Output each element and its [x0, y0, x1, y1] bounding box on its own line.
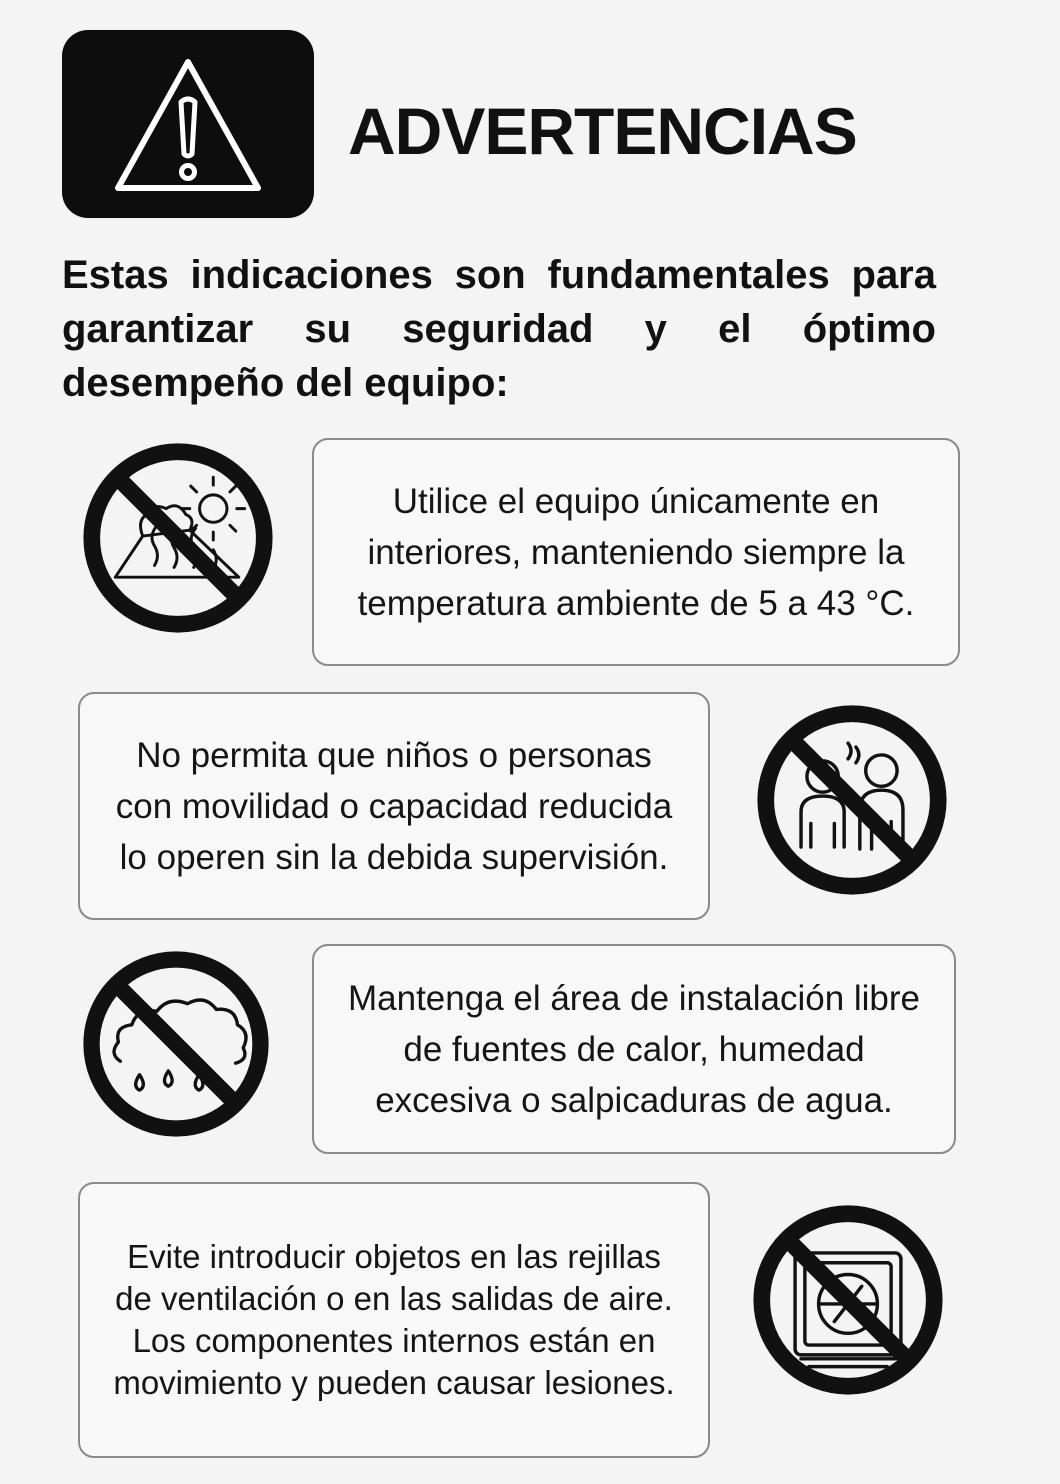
warning-card-2 [78, 692, 710, 920]
warning-icon [108, 50, 268, 200]
warning-icon-box [62, 30, 314, 218]
intro-text: Estas indicaciones son fundamentales para garantizar su seguridad y el óptimo desempeño del equipo: [62, 253, 936, 405]
warning-text-4: Evite introducir objetos en las rejillas de ventilación o en las salidas de aire. Los componentes internos están en movimiento y pueden causar lesiones. [113, 1238, 675, 1401]
page-title: ADVERTENCIAS [348, 94, 857, 168]
warning-text-3: Mantenga el área de instalación libre de fuentes de calor, humedad excesiva o salpicaduras de agua. [347, 978, 921, 1120]
warning-card-3 [312, 944, 956, 1154]
warning-text-2: No permita que niños o personas con movilidad o capacidad reducida lo operen sin la debida supervisión. [115, 735, 673, 877]
warning-card-4 [78, 1182, 710, 1458]
no-humidity-icon [80, 948, 272, 1140]
no-unsupervised-children-icon [754, 702, 950, 898]
no-objects-in-vents-icon [750, 1202, 946, 1398]
warning-text-1: Utilice el equipo únicamente en interiores, manteniendo siempre la temperatura ambiente de 5 a 43 °C. [357, 481, 915, 623]
no-outdoor-use-icon [80, 440, 276, 636]
warning-card-1 [312, 438, 960, 666]
